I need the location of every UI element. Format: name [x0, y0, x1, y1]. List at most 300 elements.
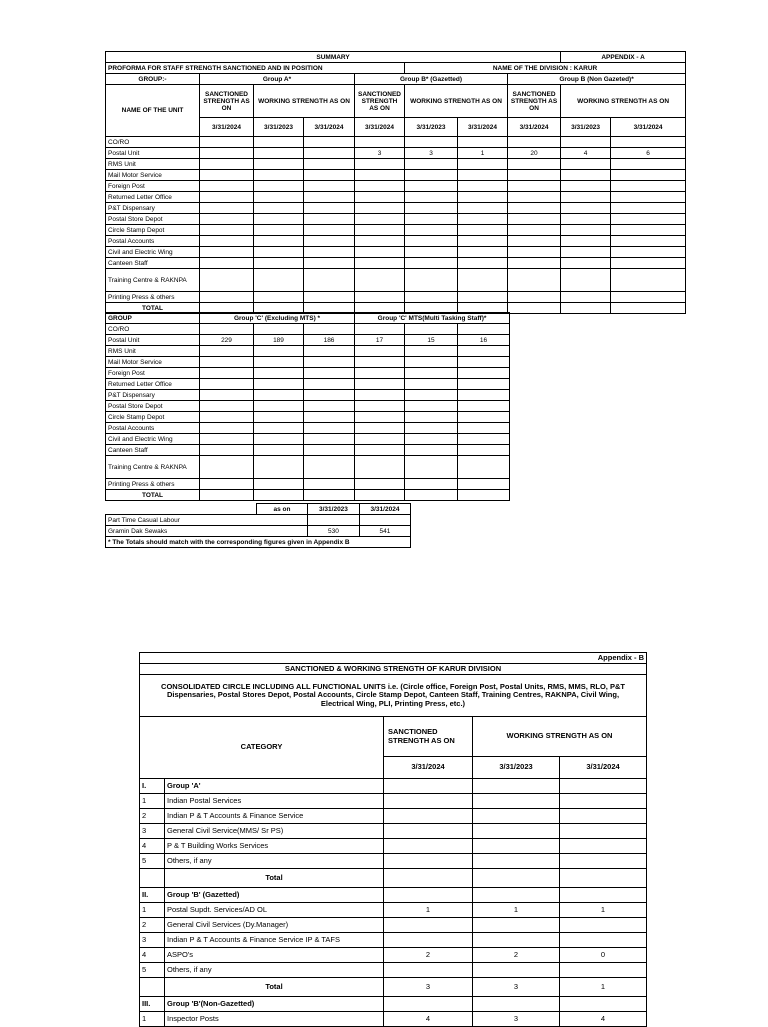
row-number: 1	[140, 1012, 165, 1027]
row-number: 4	[140, 839, 165, 854]
category-label: Indian P & T Accounts & Finance Service IP & TAFS	[165, 933, 384, 948]
section-header-row	[140, 888, 647, 903]
unit-row	[106, 236, 686, 247]
value-cell	[384, 839, 473, 854]
value-cell	[458, 236, 508, 247]
appendix-a-group-c-table	[105, 312, 510, 501]
value-cell	[355, 258, 405, 269]
value-cell	[304, 490, 355, 501]
unit-row	[106, 225, 686, 236]
value-cell	[508, 192, 561, 203]
value-cell	[304, 412, 355, 423]
value-cell: 189	[254, 335, 304, 346]
value-cell	[384, 918, 473, 933]
value-cell	[254, 390, 304, 401]
value-cell	[508, 137, 561, 148]
unit-name-header: NAME OF THE UNIT	[106, 85, 200, 137]
value-cell	[304, 346, 355, 357]
category-label: ASPO's	[165, 948, 384, 963]
value-cell	[560, 869, 647, 888]
value-cell	[473, 809, 560, 824]
value-cell	[458, 445, 510, 456]
value-cell	[200, 412, 254, 423]
unit-row	[106, 181, 686, 192]
value-cell	[560, 997, 647, 1012]
unit-row	[106, 335, 510, 346]
value-cell	[508, 214, 561, 225]
category-row	[140, 903, 647, 918]
value-cell	[200, 258, 254, 269]
value-cell	[473, 933, 560, 948]
row-number: 5	[140, 854, 165, 869]
value-cell	[405, 434, 458, 445]
category-header: CATEGORY	[140, 717, 384, 779]
date-cell: 3/31/2024	[560, 757, 647, 779]
value-cell	[200, 368, 254, 379]
value-cell	[405, 203, 458, 214]
section-header-row	[140, 779, 647, 794]
unit-name: Postal Accounts	[106, 423, 200, 434]
value-cell	[458, 346, 510, 357]
value-cell	[355, 346, 405, 357]
category-label: P & T Building Works Services	[165, 839, 384, 854]
value-cell	[611, 236, 686, 247]
value-cell	[473, 918, 560, 933]
value-cell	[405, 137, 458, 148]
value-cell	[458, 225, 508, 236]
value-cell	[355, 170, 405, 181]
value-cell	[458, 379, 510, 390]
totals-note: * The Totals should match with the corresponding figures given in Appendix B	[106, 537, 411, 548]
value-cell	[200, 181, 254, 192]
value-cell	[384, 997, 473, 1012]
value-cell	[304, 390, 355, 401]
value-cell	[384, 854, 473, 869]
working-header: WORKING STRENGTH AS ON	[561, 85, 686, 118]
value-cell	[355, 456, 405, 479]
category-row	[140, 824, 647, 839]
unit-row	[106, 159, 686, 170]
value-cell	[508, 247, 561, 258]
value-cell	[405, 258, 458, 269]
category-row	[140, 809, 647, 824]
date-cell: 3/31/2024	[355, 118, 405, 137]
value-cell: 1	[384, 903, 473, 918]
value-cell	[355, 214, 405, 225]
value-cell	[254, 236, 304, 247]
appendix-a-table	[105, 51, 686, 314]
value-cell	[384, 888, 473, 903]
value-cell	[458, 258, 508, 269]
category-row	[140, 963, 647, 978]
value-cell	[355, 203, 405, 214]
value-cell	[508, 269, 561, 292]
value-cell: 15	[405, 335, 458, 346]
value-cell	[405, 324, 458, 335]
value-cell	[304, 292, 355, 303]
value-cell: 4	[560, 1012, 647, 1027]
value-cell	[304, 357, 355, 368]
value-cell	[200, 346, 254, 357]
value-cell	[200, 148, 254, 159]
gds-value: 541	[359, 526, 410, 537]
category-row	[140, 839, 647, 854]
unit-row	[106, 292, 686, 303]
value-cell	[254, 247, 304, 258]
total-label: Total	[165, 869, 384, 888]
value-cell: 1	[560, 978, 647, 997]
value-cell	[254, 225, 304, 236]
value-cell	[405, 292, 458, 303]
row-number: 2	[140, 918, 165, 933]
sanctioned-header: SANCTIONED STRENGTH AS ON	[200, 85, 254, 118]
unit-name: Postal Store Depot	[106, 401, 200, 412]
summary-title: SUMMARY	[106, 52, 561, 63]
unit-name: Civil and Electric Wing	[106, 434, 200, 445]
value-cell	[458, 479, 510, 490]
row-number: 4	[140, 948, 165, 963]
value-cell	[405, 357, 458, 368]
value-cell	[200, 357, 254, 368]
value-cell	[405, 236, 458, 247]
value-cell	[561, 258, 611, 269]
ptcl-value	[359, 515, 410, 526]
value-cell	[561, 214, 611, 225]
value-cell	[560, 824, 647, 839]
sanctioned-header: SANCTIONED STRENGTH AS ON	[384, 717, 473, 757]
group-a-header: Group A*	[200, 74, 355, 85]
unit-row	[106, 368, 510, 379]
unit-rows-group-c	[106, 324, 510, 501]
value-cell	[405, 346, 458, 357]
unit-name: Mail Motor Service	[106, 357, 200, 368]
sanctioned-header: SANCTIONED STRENGTH AS ON	[508, 85, 561, 118]
value-cell	[304, 192, 355, 203]
consolidated-text: CONSOLIDATED CIRCLE INCLUDING ALL FUNCTIONAL UNITS i.e. (Circle office, Foreign Post, Postal Units, RMS, MMS, RLO, P&T Dispensaries, Postal Stores Depot, Postal Accounts, Circle Stamp Depot, Canteen Staff, Training Centres, RAKNPA, Civil Wing, Electrical Wing, PLI, Printing Press, etc.)	[140, 675, 647, 717]
unit-row	[106, 214, 686, 225]
unit-row	[106, 148, 686, 159]
value-cell	[611, 159, 686, 170]
value-cell	[384, 963, 473, 978]
value-cell	[254, 434, 304, 445]
value-cell	[254, 357, 304, 368]
value-cell: 3	[355, 148, 405, 159]
date-cell: 3/31/2023	[561, 118, 611, 137]
value-cell: 4	[561, 148, 611, 159]
value-cell	[200, 490, 254, 501]
value-cell	[611, 269, 686, 292]
value-cell	[254, 479, 304, 490]
value-cell	[254, 490, 304, 501]
value-cell	[304, 368, 355, 379]
unit-row	[106, 456, 510, 479]
value-cell: 3	[473, 978, 560, 997]
value-cell	[355, 479, 405, 490]
value-cell	[304, 434, 355, 445]
value-cell	[355, 181, 405, 192]
casual-labour-table	[105, 503, 411, 548]
value-cell	[254, 192, 304, 203]
value-cell	[384, 809, 473, 824]
value-cell	[405, 401, 458, 412]
appendix-a-label: APPENDIX - A	[561, 52, 686, 63]
row-number: 1	[140, 794, 165, 809]
value-cell	[508, 292, 561, 303]
value-cell	[200, 236, 254, 247]
value-cell: 1	[560, 903, 647, 918]
unit-name: Printing Press & others	[106, 479, 200, 490]
value-cell	[508, 181, 561, 192]
value-cell	[254, 203, 304, 214]
proforma-title: PROFORMA FOR STAFF STRENGTH SANCTIONED AND IN POSITION	[106, 63, 405, 74]
value-cell	[458, 181, 508, 192]
unit-name: Returned Letter Office	[106, 192, 200, 203]
date-cell: 3/31/2024	[508, 118, 561, 137]
unit-name: Training Centre & RAKNPA	[106, 456, 200, 479]
date-cell: 3/31/2023	[307, 504, 359, 515]
row-number	[140, 869, 165, 888]
category-row	[140, 933, 647, 948]
unit-name: Training Centre & RAKNPA	[106, 269, 200, 292]
total-label: Total	[165, 978, 384, 997]
value-cell	[611, 225, 686, 236]
date-cell: 3/31/2024	[611, 118, 686, 137]
value-cell	[473, 963, 560, 978]
value-cell	[304, 159, 355, 170]
value-cell	[254, 214, 304, 225]
value-cell	[458, 390, 510, 401]
value-cell	[254, 412, 304, 423]
ptcl-value	[307, 515, 359, 526]
category-label: Postal Supdt. Services/AD OL	[165, 903, 384, 918]
value-cell	[405, 490, 458, 501]
value-cell: 6	[611, 148, 686, 159]
value-cell	[304, 203, 355, 214]
unit-row	[106, 479, 510, 490]
gds-value: 530	[307, 526, 359, 537]
value-cell	[405, 192, 458, 203]
value-cell	[458, 159, 508, 170]
unit-row	[106, 445, 510, 456]
value-cell	[200, 479, 254, 490]
value-cell	[458, 423, 510, 434]
date-cell: 3/31/2024	[359, 504, 410, 515]
value-cell	[355, 137, 405, 148]
value-cell	[254, 181, 304, 192]
value-cell	[458, 357, 510, 368]
value-cell	[200, 390, 254, 401]
unit-row	[106, 258, 686, 269]
unit-name: Returned Letter Office	[106, 379, 200, 390]
value-cell	[508, 170, 561, 181]
value-cell	[304, 181, 355, 192]
category-rows	[140, 779, 647, 1027]
value-cell	[458, 324, 510, 335]
value-cell	[405, 456, 458, 479]
section-total-row	[140, 869, 647, 888]
value-cell: 17	[355, 335, 405, 346]
value-cell	[458, 137, 508, 148]
value-cell	[405, 445, 458, 456]
group-label: GROUP:-	[106, 74, 200, 85]
value-cell	[200, 401, 254, 412]
value-cell	[405, 214, 458, 225]
unit-name: Canteen Staff	[106, 445, 200, 456]
unit-name: Canteen Staff	[106, 258, 200, 269]
value-cell	[561, 181, 611, 192]
date-cell: 3/31/2023	[405, 118, 458, 137]
value-cell	[405, 159, 458, 170]
unit-name: Foreign Post	[106, 181, 200, 192]
unit-name: Printing Press & others	[106, 292, 200, 303]
value-cell	[458, 247, 508, 258]
section-header-row	[140, 997, 647, 1012]
value-cell	[560, 933, 647, 948]
value-cell	[355, 159, 405, 170]
category-label: General Civil Services (Dy.Manager)	[165, 918, 384, 933]
value-cell	[560, 839, 647, 854]
gds-label: Gramin Dak Sewaks	[106, 526, 308, 537]
value-cell	[611, 170, 686, 181]
date-cell: 3/31/2023	[254, 118, 304, 137]
total-label: TOTAL	[106, 490, 200, 501]
value-cell	[200, 203, 254, 214]
value-cell	[508, 225, 561, 236]
category-row	[140, 794, 647, 809]
date-cell: 3/31/2024	[200, 118, 254, 137]
value-cell	[254, 368, 304, 379]
date-cell: 3/31/2024	[458, 118, 508, 137]
value-cell: 0	[560, 948, 647, 963]
value-cell	[473, 779, 560, 794]
value-cell	[200, 170, 254, 181]
value-cell	[473, 794, 560, 809]
group-c-header: Group 'C' (Excluding MTS) *	[200, 313, 355, 324]
value-cell	[611, 181, 686, 192]
value-cell	[561, 137, 611, 148]
value-cell	[355, 357, 405, 368]
value-cell	[304, 137, 355, 148]
row-number: 2	[140, 809, 165, 824]
working-header: WORKING STRENGTH AS ON	[473, 717, 647, 757]
value-cell	[458, 214, 508, 225]
section-total-row	[140, 978, 647, 997]
value-cell	[355, 434, 405, 445]
value-cell: 1	[458, 148, 508, 159]
value-cell	[561, 292, 611, 303]
value-cell	[200, 159, 254, 170]
category-label: General Civil Service(MMS/ Sr PS)	[165, 824, 384, 839]
value-cell	[405, 412, 458, 423]
value-cell	[355, 423, 405, 434]
unit-row	[106, 269, 686, 292]
row-number: 3	[140, 933, 165, 948]
value-cell	[561, 247, 611, 258]
group-b-gazetted-header: Group B* (Gazetted)	[355, 74, 508, 85]
value-cell	[384, 869, 473, 888]
value-cell	[473, 854, 560, 869]
section-number: III.	[140, 997, 165, 1012]
value-cell	[200, 379, 254, 390]
value-cell	[200, 445, 254, 456]
value-cell	[458, 368, 510, 379]
value-cell	[304, 214, 355, 225]
value-cell	[200, 214, 254, 225]
value-cell	[254, 292, 304, 303]
appendix-b-title: SANCTIONED & WORKING STRENGTH OF KARUR DIVISION	[140, 664, 647, 675]
working-header: WORKING STRENGTH AS ON	[405, 85, 508, 118]
value-cell	[355, 401, 405, 412]
value-cell	[561, 225, 611, 236]
value-cell	[254, 258, 304, 269]
unit-row	[106, 324, 510, 335]
value-cell: 186	[304, 335, 355, 346]
unit-name: Postal Store Depot	[106, 214, 200, 225]
value-cell: 2	[473, 948, 560, 963]
value-cell	[254, 379, 304, 390]
value-cell	[560, 779, 647, 794]
category-label: Indian P & T Accounts & Finance Service	[165, 809, 384, 824]
value-cell: 20	[508, 148, 561, 159]
value-cell	[384, 933, 473, 948]
value-cell	[560, 854, 647, 869]
value-cell	[304, 247, 355, 258]
value-cell	[384, 794, 473, 809]
value-cell	[405, 379, 458, 390]
unit-name: Civil and Electric Wing	[106, 247, 200, 258]
value-cell	[254, 445, 304, 456]
value-cell	[560, 888, 647, 903]
value-cell	[611, 292, 686, 303]
value-cell	[405, 170, 458, 181]
value-cell	[405, 390, 458, 401]
section-number: I.	[140, 779, 165, 794]
value-cell: 16	[458, 335, 510, 346]
value-cell	[458, 490, 510, 501]
value-cell	[355, 490, 405, 501]
value-cell	[200, 137, 254, 148]
value-cell	[458, 269, 508, 292]
date-cell: 3/31/2024	[384, 757, 473, 779]
unit-name: Mail Motor Service	[106, 170, 200, 181]
value-cell	[473, 997, 560, 1012]
value-cell: 3	[405, 148, 458, 159]
value-cell	[458, 292, 508, 303]
category-label: Others, if any	[165, 854, 384, 869]
value-cell	[611, 303, 686, 314]
value-cell	[304, 225, 355, 236]
value-cell	[355, 236, 405, 247]
value-cell	[473, 888, 560, 903]
unit-name: CO/RO	[106, 324, 200, 335]
unit-row	[106, 357, 510, 368]
value-cell	[200, 434, 254, 445]
sanctioned-header: SANCTIONED STRENGTH AS ON	[355, 85, 405, 118]
value-cell: 3	[384, 978, 473, 997]
value-cell	[355, 225, 405, 236]
unit-name: RMS Unit	[106, 346, 200, 357]
group-b-non-gazetted-header: Group B (Non Gazeted)*	[508, 74, 686, 85]
row-number: 3	[140, 824, 165, 839]
value-cell	[561, 192, 611, 203]
section-name: Group 'B'(Non-Gazetted)	[165, 997, 384, 1012]
value-cell	[304, 148, 355, 159]
value-cell	[508, 258, 561, 269]
value-cell	[200, 456, 254, 479]
value-cell: 229	[200, 335, 254, 346]
value-cell	[405, 247, 458, 258]
unit-row	[106, 192, 686, 203]
